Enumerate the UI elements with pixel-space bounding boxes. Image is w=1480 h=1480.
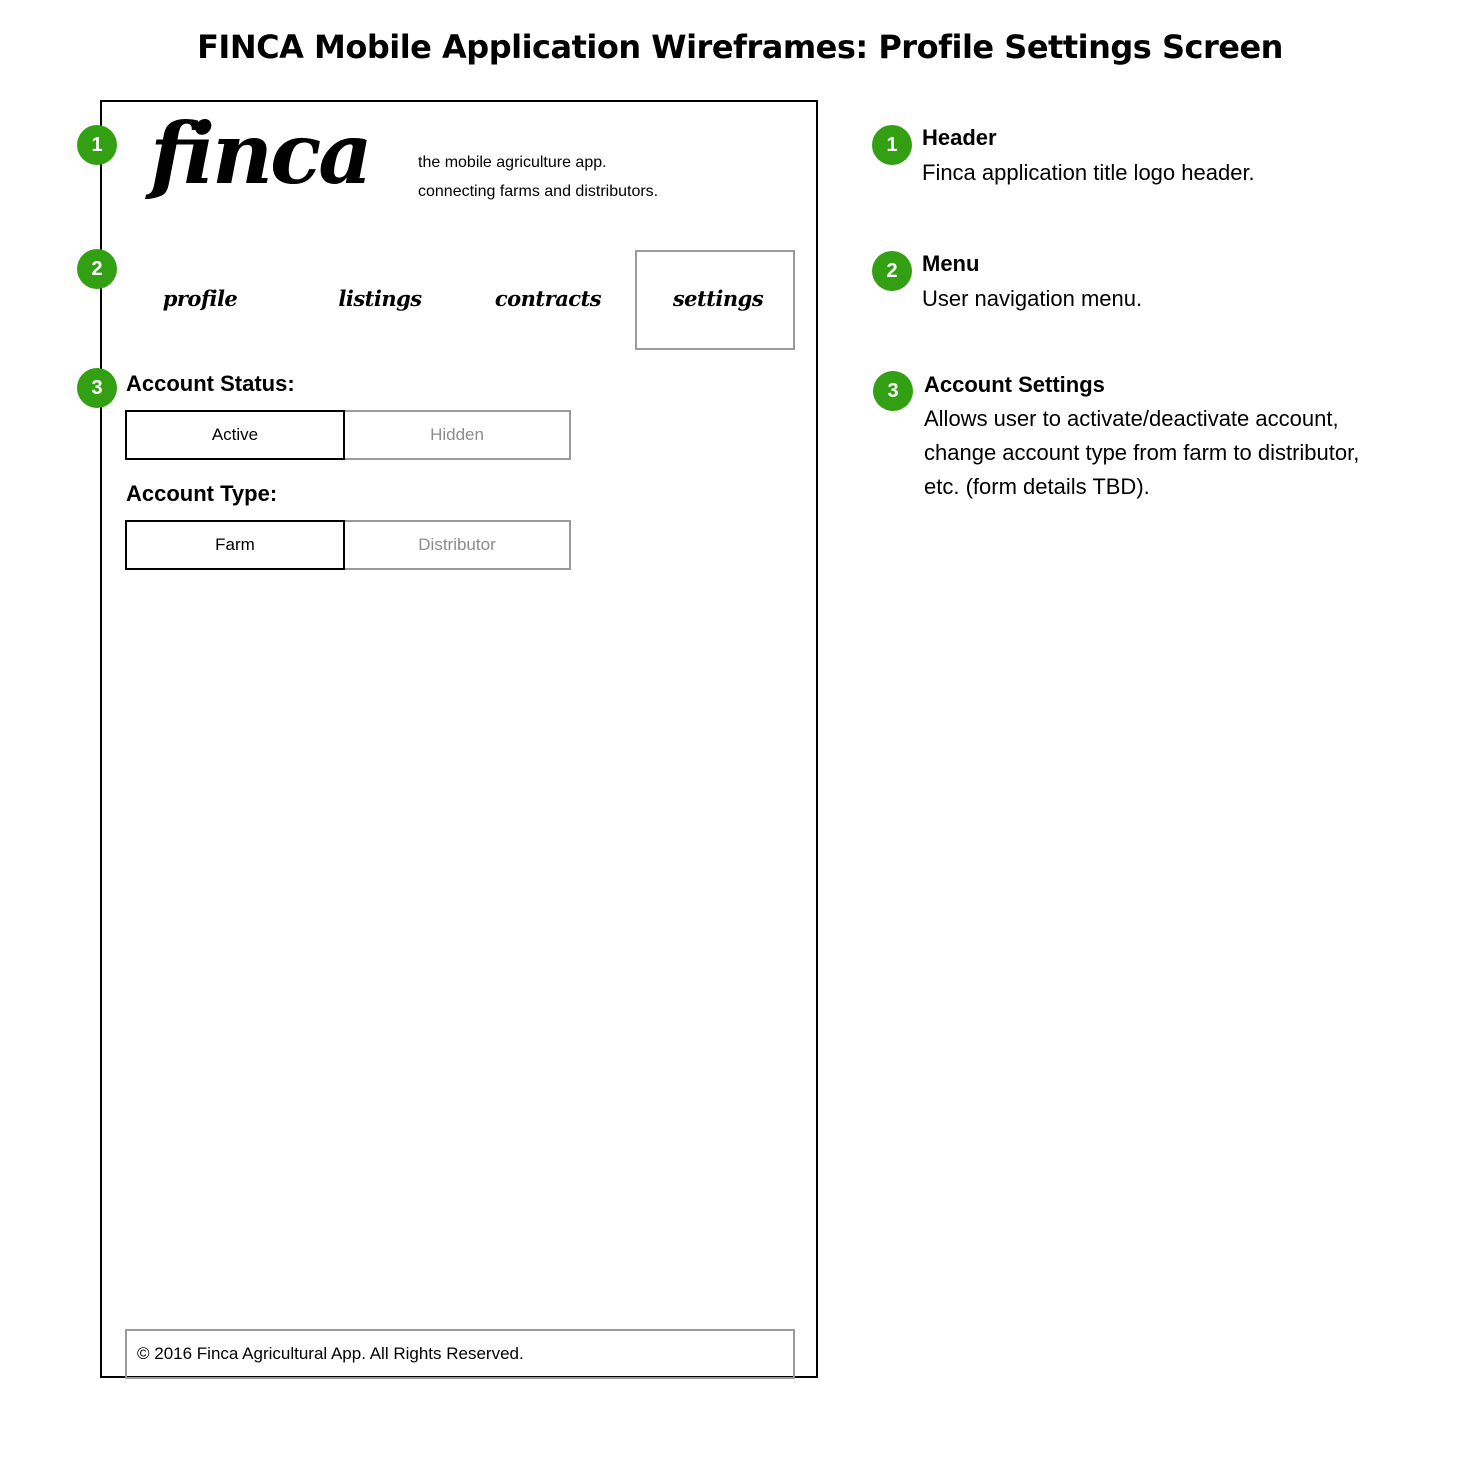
- menu-item-listings[interactable]: listings: [338, 286, 422, 311]
- menu-item-profile[interactable]: profile: [162, 286, 238, 311]
- type-option-distributor[interactable]: Distributor: [345, 520, 571, 570]
- annotation-account-settings-title: Account Settings: [924, 372, 1105, 397]
- menu-item-contracts[interactable]: contracts: [494, 286, 602, 311]
- annotation-account-settings-line-2: change account type from farm to distributor,: [924, 440, 1360, 465]
- menu-item-settings[interactable]: settings: [672, 286, 764, 311]
- annotation-header-title: Header: [922, 125, 997, 150]
- account-status-label: Account Status:: [126, 371, 295, 396]
- marker-3-badge: 3: [77, 368, 117, 408]
- annotation-account-settings-text: [924, 402, 1394, 504]
- tagline-line-1: the mobile agriculture app.: [418, 154, 607, 171]
- page-title: FINCA Mobile Application Wireframes: Profile Settings Screen: [197, 28, 1283, 66]
- account-type-toggle: [125, 520, 571, 570]
- annotation-menu-text: User navigation menu.: [922, 286, 1143, 311]
- footer-copyright: [125, 1329, 795, 1379]
- annotation-2-badge: 2: [872, 251, 912, 291]
- marker-1-badge: 1: [77, 125, 117, 165]
- annotation-account-settings-line-3: etc. (form details TBD).: [924, 474, 1150, 499]
- account-type-label: Account Type:: [126, 481, 278, 506]
- annotation-header-text: Finca application title logo header.: [922, 160, 1255, 185]
- finca-logo[interactable]: finca: [150, 104, 370, 203]
- account-status-toggle: [125, 410, 571, 460]
- annotation-menu-title: Menu: [922, 251, 980, 276]
- marker-2-badge: 2: [77, 249, 117, 289]
- status-option-hidden[interactable]: Hidden: [345, 410, 571, 460]
- annotation-account-settings-line-1: Allows user to activate/deactivate account,: [924, 406, 1339, 431]
- annotation-3-badge: 3: [873, 371, 913, 411]
- type-option-farm[interactable]: Farm: [125, 520, 345, 570]
- tagline-line-2: connecting farms and distributors.: [418, 183, 659, 200]
- annotation-1-badge: 1: [872, 125, 912, 165]
- status-option-active[interactable]: Active: [125, 410, 345, 460]
- footer-text: © 2016 Finca Agricultural App. All Rights Reserved.: [137, 1344, 524, 1363]
